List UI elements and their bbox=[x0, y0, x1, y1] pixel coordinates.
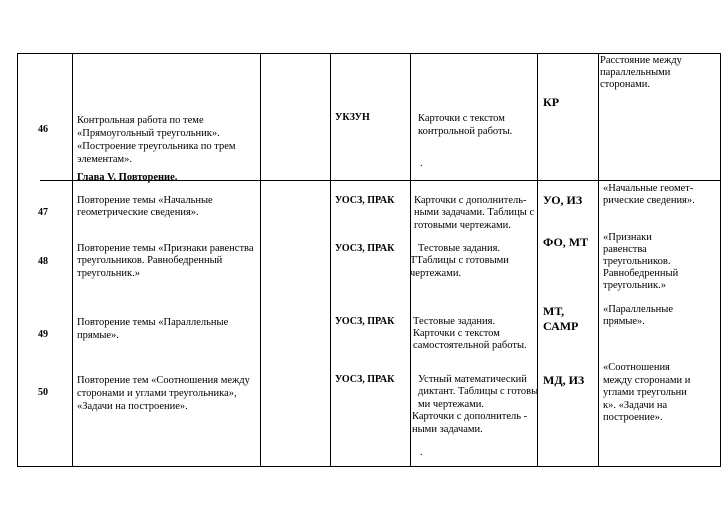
table-top-border bbox=[17, 53, 721, 54]
materials-line: . bbox=[420, 446, 423, 458]
lesson-topic bbox=[77, 114, 236, 166]
lesson-type: УОСЗ, ПРАК bbox=[335, 373, 395, 385]
column-divider bbox=[72, 53, 73, 467]
homework bbox=[603, 232, 678, 292]
homework-line: равенства bbox=[603, 244, 647, 255]
topic-line: Повторение темы «Параллельные bbox=[77, 316, 229, 328]
materials-line: Карточки с дополнитель - bbox=[412, 411, 528, 422]
homework-line: Равнобедренный bbox=[603, 268, 679, 279]
control-form bbox=[543, 373, 584, 388]
homework bbox=[600, 55, 682, 91]
homework-line: прямые». bbox=[603, 316, 645, 327]
lesson-type: УКЗУН bbox=[335, 112, 370, 123]
materials-line: готовыми чертежами. bbox=[414, 219, 511, 231]
materials-line: Тестовые задания. bbox=[413, 316, 496, 327]
control-form bbox=[543, 95, 559, 110]
control-line: КР bbox=[543, 95, 560, 109]
homework bbox=[603, 183, 695, 207]
control-line: ФО, МТ bbox=[543, 234, 589, 249]
lesson-number: 48 bbox=[38, 255, 48, 267]
lesson-topic bbox=[77, 195, 213, 220]
materials-line: самостоятельной работы. bbox=[413, 340, 527, 351]
materials-line: ными задачами. bbox=[412, 423, 483, 435]
column-divider bbox=[598, 53, 599, 467]
control-line: САМР bbox=[543, 318, 579, 333]
homework-line: к». «Задачи на bbox=[603, 399, 668, 411]
materials-line: контрольной работы. bbox=[418, 126, 513, 137]
materials-line: ТТаблицы с готовыми bbox=[410, 255, 509, 266]
homework bbox=[603, 362, 690, 425]
lesson-number: 47 bbox=[38, 206, 48, 218]
lesson-materials bbox=[413, 316, 527, 352]
column-divider bbox=[720, 53, 721, 467]
control-line: УО, ИЗ bbox=[543, 192, 583, 207]
lesson-type: УОСЗ, ПРАК bbox=[335, 242, 395, 254]
topic-line: «Задачи на построение». bbox=[77, 400, 188, 412]
lesson-type: УОСЗ, ПРАК bbox=[335, 194, 395, 206]
materials-line: диктант. Таблицы с готовы bbox=[418, 386, 539, 397]
homework-line: «Признаки bbox=[603, 232, 652, 243]
topic-line: элементам». bbox=[77, 153, 133, 165]
lesson-materials bbox=[410, 243, 509, 281]
topic-line: «Построение треугольника по трем bbox=[77, 140, 236, 152]
homework-line: «Начальные геомет- bbox=[603, 183, 694, 194]
homework-line: рические сведения». bbox=[603, 195, 695, 206]
materials-line: . bbox=[420, 157, 423, 169]
homework-line: Расстояние между bbox=[600, 55, 682, 66]
homework-line: параллельными bbox=[600, 67, 671, 78]
topic-line: сторонами и углами треугольника», bbox=[77, 387, 237, 399]
homework-line: треугольник.» bbox=[603, 280, 667, 291]
topic-line: Повторение темы «Признаки равенства bbox=[77, 242, 254, 254]
lesson-materials bbox=[410, 374, 538, 437]
chapter-heading: Глава V. Повторение. bbox=[77, 171, 178, 183]
lesson-topic bbox=[77, 243, 254, 281]
topic-line: Контрольная работа по теме bbox=[77, 114, 204, 126]
materials-line: Карточки с текстом bbox=[413, 328, 500, 339]
lesson-number: 49 bbox=[38, 328, 48, 340]
lesson-topic bbox=[77, 316, 228, 342]
control-line: МТ, bbox=[543, 303, 565, 318]
topic-line: Повторение тем «Соотношения между bbox=[77, 374, 250, 386]
column-divider bbox=[260, 53, 261, 467]
control-form bbox=[543, 235, 588, 250]
materials-line: Карточки с дополнитель- bbox=[414, 194, 527, 206]
topic-line: Повторение темы «Начальные bbox=[77, 194, 213, 206]
lesson-number: 46 bbox=[38, 124, 48, 135]
lesson-number: 50 bbox=[38, 386, 48, 398]
homework-line: «Соотношения bbox=[603, 362, 670, 373]
materials-line: ными задачами. Таблицы с bbox=[414, 207, 535, 218]
column-divider bbox=[330, 53, 331, 467]
homework-line: треугольников. bbox=[603, 256, 671, 267]
homework-line: построение». bbox=[603, 412, 663, 423]
materials-line: Карточки с текстом bbox=[418, 113, 505, 124]
lesson-materials bbox=[414, 195, 534, 233]
column-divider bbox=[17, 53, 18, 467]
homework-line: сторонами. bbox=[600, 79, 651, 90]
control-form bbox=[543, 304, 578, 334]
homework-line: «Параллельные bbox=[603, 304, 673, 315]
topic-line: геометрические сведения». bbox=[77, 207, 199, 218]
materials-line: Тестовые задания. bbox=[418, 242, 501, 254]
table-bottom-border bbox=[17, 466, 721, 467]
lesson-topic bbox=[77, 374, 250, 413]
topic-line: треугольник.» bbox=[77, 267, 141, 279]
materials-line: Устный математический bbox=[418, 373, 527, 385]
homework-line: между сторонами и bbox=[603, 374, 691, 386]
control-line: МД, ИЗ bbox=[543, 372, 585, 387]
topic-line: «Прямоугольный треугольник». bbox=[77, 127, 220, 139]
topic-line: прямые». bbox=[77, 329, 119, 341]
homework-line: углами треугольни bbox=[603, 387, 687, 398]
materials-line: ми чертежами. bbox=[418, 398, 484, 410]
lesson-materials bbox=[410, 112, 512, 138]
control-form bbox=[543, 193, 582, 208]
homework bbox=[603, 304, 673, 328]
topic-line: треугольников. Равнобедренный bbox=[77, 255, 223, 266]
lesson-type: УОСЗ, ПРАК bbox=[335, 315, 395, 327]
materials-line: чертежами. bbox=[410, 267, 462, 279]
